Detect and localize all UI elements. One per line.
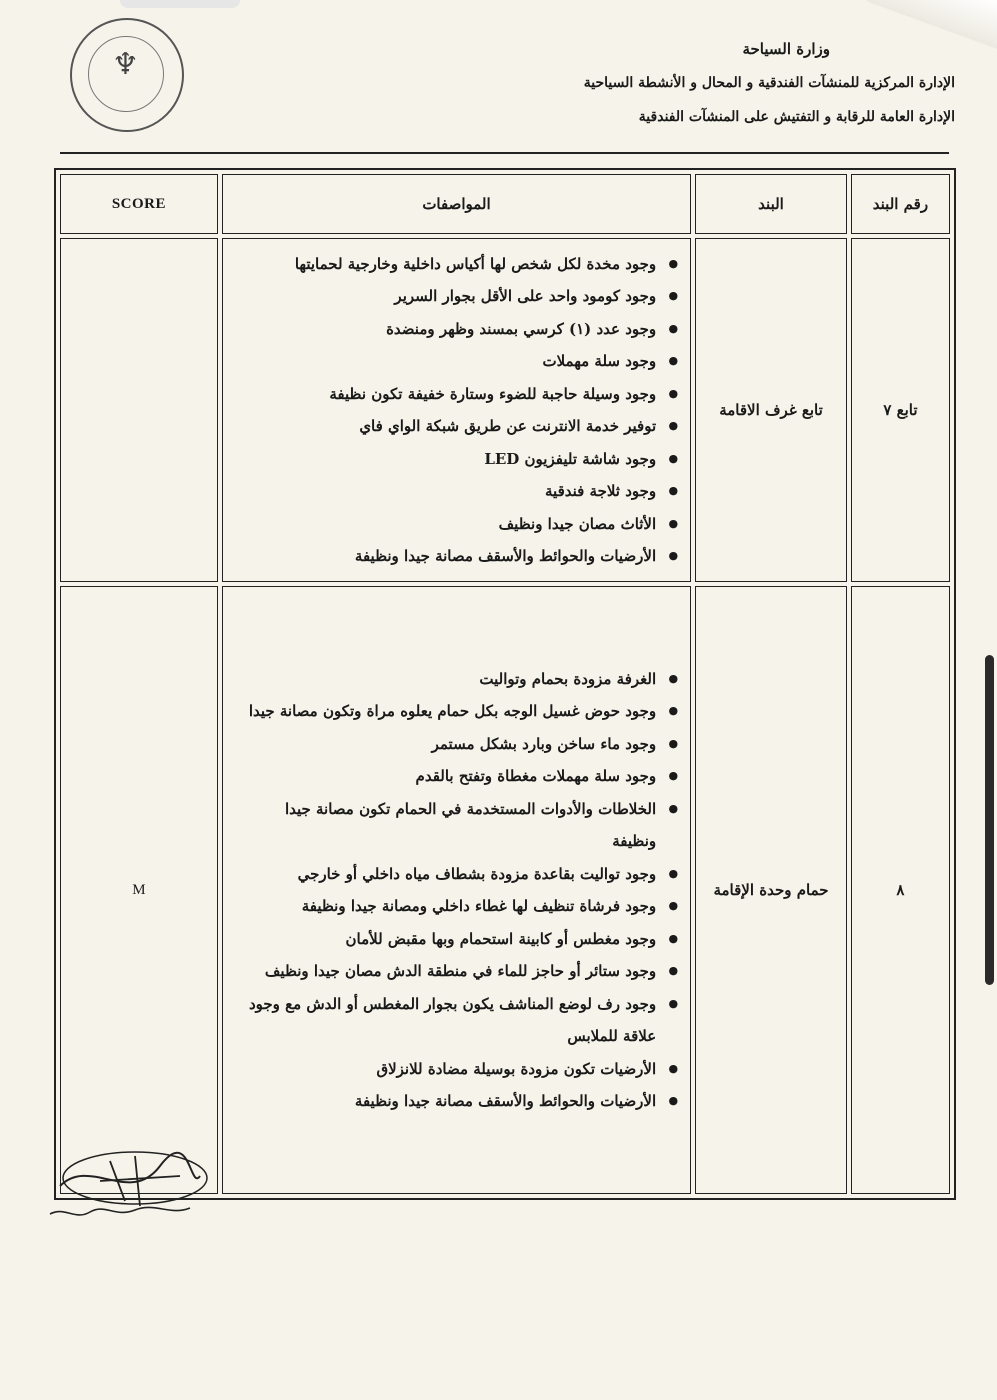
list-item: ● وجود شاشة تليفزيون LED	[241, 443, 678, 476]
column-header-score: SCORE	[60, 174, 218, 234]
row-item: حمام وحدة الإقامة	[695, 586, 847, 1194]
list-item: ● وجود مغطس أو كابينة استحمام وبها مقبض للأمان	[241, 923, 678, 956]
ministry-seal-icon: ♆	[70, 18, 184, 132]
column-header-no: رقم البند	[851, 174, 950, 234]
column-header-item: البند	[695, 174, 847, 234]
scan-artifact	[120, 0, 240, 8]
row-number: ٨	[851, 586, 950, 1194]
ministry-name: وزارة السياحة	[742, 40, 830, 58]
list-item: ● توفير خدمة الانترنت عن طريق شبكة الواي فاي	[241, 410, 678, 443]
spec-list	[223, 657, 690, 1124]
list-item: ● وجود فرشاة تنظيف لها غطاء داخلي ومصانة جيدا ونظيفة	[241, 890, 678, 923]
row-item: تابع غرف الاقامة	[695, 238, 847, 582]
department-name: الإدارة المركزية للمنشآت الفندقية و المحال و الأنشطة السياحية	[583, 75, 955, 91]
row-score	[60, 238, 218, 582]
row-specs	[222, 586, 691, 1194]
list-item: ● وجود عدد (١) كرسي بمسند وظهر ومنضدة	[241, 313, 678, 346]
list-item: ● وجود مخدة لكل شخص لها أكياس داخلية وخارجية لحمايتها	[241, 248, 678, 281]
list-item: ● الأرضيات والحوائط والأسقف مصانة جيدا ونظيفة	[241, 540, 678, 573]
list-item: ● وجود حوض غسيل الوجه بكل حمام يعلوه مراة وتكون مصانة جيدا	[241, 695, 678, 728]
list-item: ● وجود تواليت بقاعدة مزودة بشطاف مياه داخلي أو خارجي	[241, 858, 678, 891]
specifications-table	[54, 168, 956, 1200]
scrollbar[interactable]	[985, 655, 994, 985]
list-item: ● وجود سلة مهملات	[241, 345, 678, 378]
list-item: ● الأرضيات والحوائط والأسقف مصانة جيدا ونظيفة	[241, 1085, 678, 1118]
list-item: ● وجود ثلاجة فندقية	[241, 475, 678, 508]
spec-list	[223, 242, 690, 579]
list-item: ● وجود وسيلة حاجبة للضوء وستارة خفيفة تكون نظيفة	[241, 378, 678, 411]
row-score: M	[60, 586, 218, 1194]
row-number: تابع ٧	[851, 238, 950, 582]
list-item: ● الغرفة مزودة بحمام وتواليت	[241, 663, 678, 696]
list-item: ● وجود ماء ساخن وبارد بشكل مستمر	[241, 728, 678, 761]
list-item: ● الأرضيات تكون مزودة بوسيلة مضادة للانزلاق	[241, 1053, 678, 1086]
list-item: ● وجود سلة مهملات مغطاة وتفتح بالقدم	[241, 760, 678, 793]
row-specs	[222, 238, 691, 582]
table-row	[60, 238, 950, 582]
table-row	[60, 586, 950, 1194]
general-admin-name: الإدارة العامة للرقابة و التفتيش على المنشآت الفندقية	[638, 109, 955, 125]
header-divider	[60, 152, 949, 154]
table-header-row	[60, 174, 950, 234]
handwritten-signature	[40, 1146, 210, 1226]
list-item: ● الخلاطات والأدوات المستخدمة في الحمام تكون مصانة جيدا ونظيفة	[241, 793, 678, 858]
list-item: ● وجود رف لوضع المناشف يكون بجوار المغطس أو الدش مع وجود علاقة للملابس	[241, 988, 678, 1053]
letterhead	[584, 32, 955, 134]
column-header-specs: المواصفات	[222, 174, 691, 234]
list-item: ● وجود كومود واحد على الأقل بجوار السرير	[241, 280, 678, 313]
list-item: ● الأثاث مصان جيدا ونظيف	[241, 508, 678, 541]
list-item: ● وجود ستائر أو حاجز للماء في منطقة الدش مصان جيدا ونظيف	[241, 955, 678, 988]
